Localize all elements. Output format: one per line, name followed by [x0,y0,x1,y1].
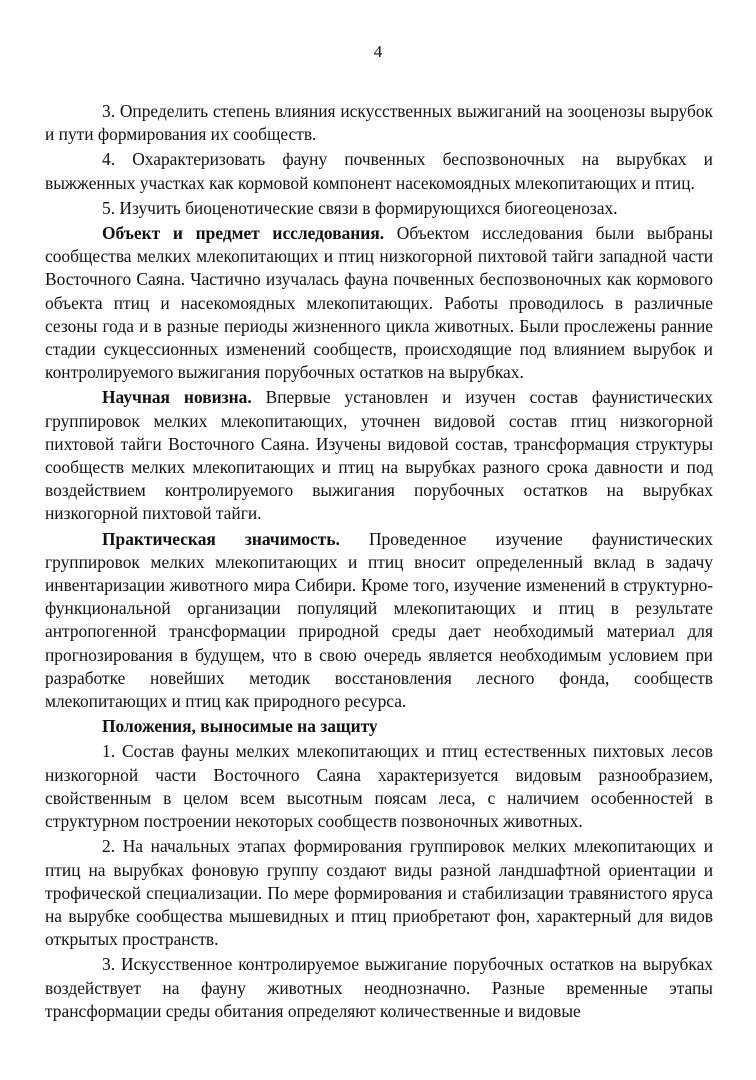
page-number: 4 [373,42,383,61]
novelty-text: Впервые установлен и изучен состав фаунистических группировок мелких млекопитающих, уточнен видовой состав птиц низкогорной пихтовой тайги Восточного Саяна. Изучены видовой состав, трансформация структуры сообществ мелких млекопитающих и птиц на вырубках разного срока давности и под воздействием контролируемого выжигания порубочных остатков на вырубках низкогорной пихтовой тайги. [45,387,713,524]
defense-item-2: 2. На начальных этапах формирования группировок мелких млекопитающих и птиц на вырубках фоновую группу создают виды разной ландшафтной ориентации и трофической специализации. По мере формирования и стабилизации травянистого яруса на вырубке сообщества мышевидных и птиц приобретают фон, характерный для видов открытых пространств. [45,836,713,950]
page-content [45,100,713,1025]
defense-heading: Положения, выносимые на защиту [102,716,378,737]
significance-heading: Практическая значимость. [102,528,340,549]
defense-item-1: 1. Состав фауны мелких млекопитающих и птиц естественных пихтовых лесов низкогорной части Восточного Саяна характеризуется видовым разнообразием, свойственным в целом всем высотным поясам леса, с наличием особенностей в структурном построении некоторых сообществ позвоночных животных. [45,741,713,832]
object-heading: Объект и предмет исследования. [102,223,385,244]
defense-item-3: 3. Искусственное контролируемое выжигание порубочных остатков на вырубках воздействует на фауну животных неоднозначно. Разные временные этапы трансформации среды обитания определяют количественные и видовые [45,954,713,1021]
significance-section [45,528,713,714]
task-paragraph-4: 4. Охарактеризовать фауну почвенных беспозвоночных на вырубках и выжженных участках как кормовой компонент насекомоядных млекопитающих и птиц. [45,149,713,193]
novelty-heading: Научная новизна. [102,387,252,408]
significance-text: Проведенное изучение фаунистических группировок мелких млекопитающих и птиц вносит определенный вклад в задачу инвентаризации животного мира Сибири. Кроме того, изучение изменений в структурно-функциональной организации популяций млекопитающих и птиц в результате антропогенной трансформации природной среды дает необходимый материал для прогнозирования в будущем, что в свою очередь является необходимым условием при разработке новейших методик восстановления лесного фонда, сообществ млекопитающих и птиц как природного ресурса. [45,528,713,712]
object-text: Объектом исследования были выбраны сообщества мелких млекопитающих и птиц низкогорной пихтовой тайги западной части Восточного Саяна. Частично изучалась фауна почвенных беспозвоночных как кормового объекта птиц и насекомоядных млекопитающих. Работы проводилось в различные сезоны года и в разные периоды жизненного цикла животных. Были прослежены ранние стадии сукцессионных изменений сообществ, происходящие под влиянием вырубок и контролируемого выжигания порубочных остатков на вырубках. [45,223,713,383]
task-paragraph-3: 3. Определить степень влияния искусственных выжиганий на зооценозы вырубок и пути формирования их сообществ. [45,101,713,145]
task-paragraph-5: 5. Изучить биоценотические связи в формирующихся биогеоценозах. [102,197,618,218]
novelty-section [45,386,713,525]
object-section [45,222,713,384]
